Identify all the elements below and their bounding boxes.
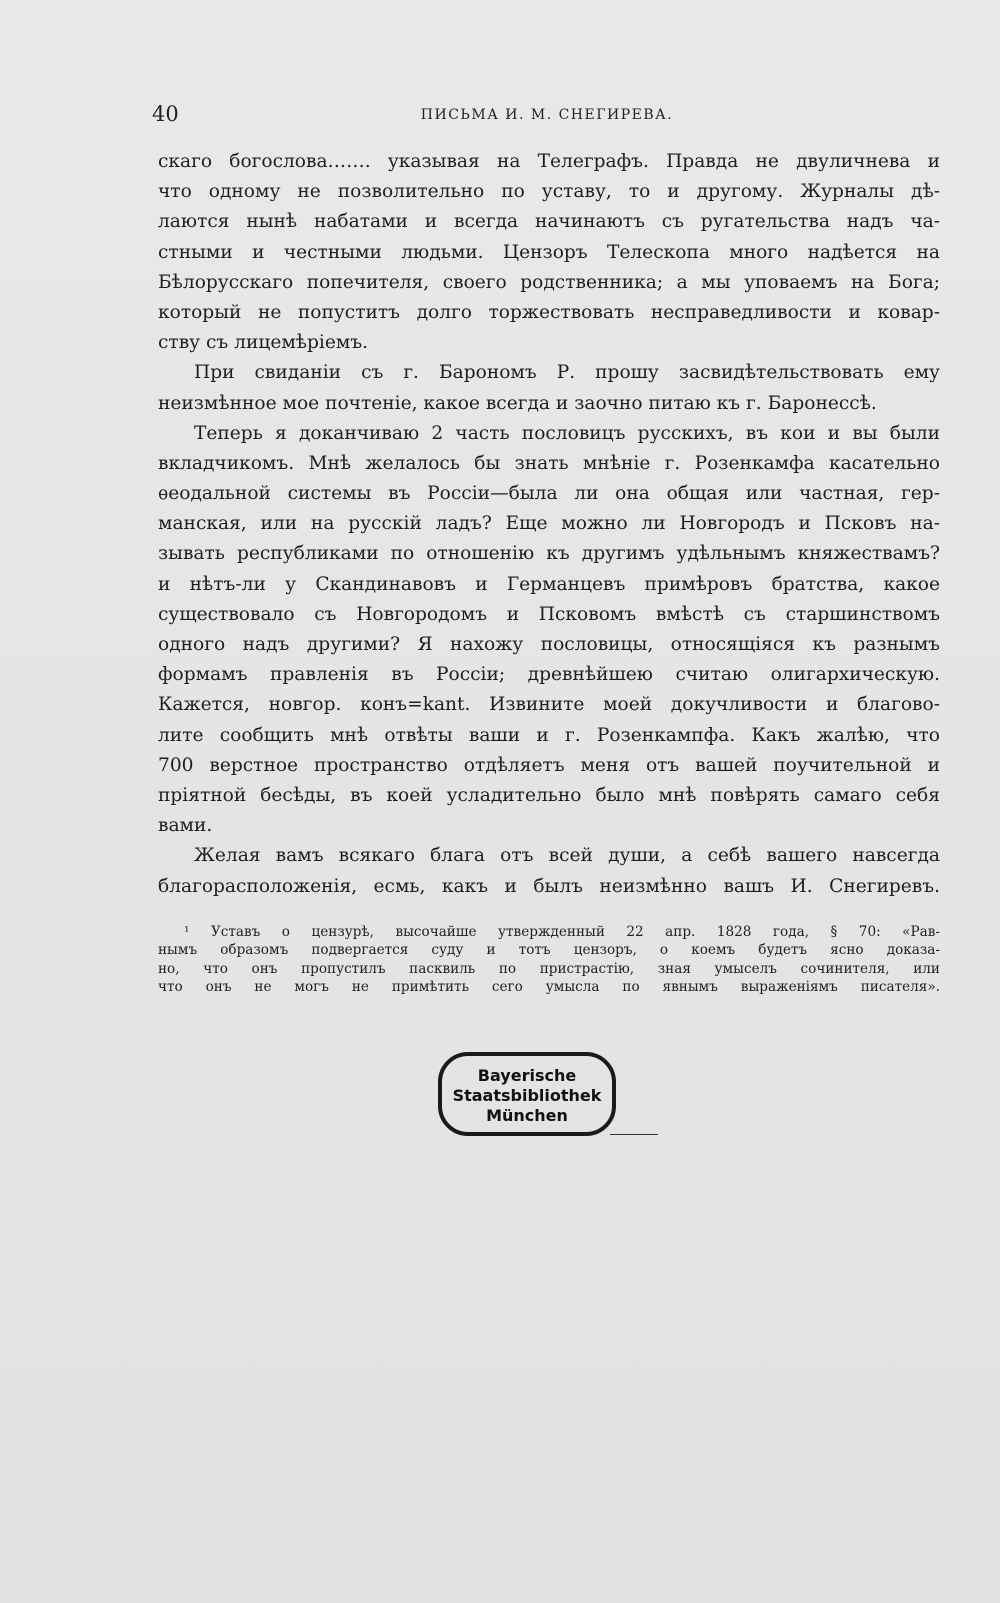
footnote-line: нымъ образомъ подвергается суду и тотъ цензоръ, о коемъ будетъ ясно доказа-: [158, 942, 940, 959]
text-line: вами.: [158, 815, 213, 837]
text-line: ѳеодальной системы въ Россіи—была ли она общая или частная, гер-: [158, 483, 940, 505]
text-line: Желая вамъ всякаго блага отъ всей души, а себѣ вашего навсегда: [194, 845, 940, 867]
text-line: лите сообщить мнѣ отвѣты ваши и г. Розенкампфа. Какъ жалѣю, что: [158, 724, 940, 746]
text-line: Бѣлорусскаго попечителя, своего родственника; а мы уповаемъ на Бога;: [158, 271, 940, 293]
page-header: [152, 102, 942, 132]
stamp-underline: [610, 1132, 658, 1135]
text-line: существовало съ Новгородомъ и Псковомъ вмѣстѣ съ старшинствомъ: [158, 603, 940, 625]
text-line: формамъ правленія въ Россіи; древнѣйшею считаю олигархическую.: [158, 664, 940, 686]
text-line: что одному не позволительно по уставу, то и другому. Журналы дѣ-: [158, 181, 940, 203]
text-line: который не попуститъ долго торжествовать несправедливости и ковар-: [158, 301, 940, 323]
text-line: ству съ лицемѣріемъ.: [158, 332, 369, 354]
text-line: и нѣтъ-ли у Скандинавовъ и Германцевъ примѣровъ братства, какое: [158, 573, 940, 595]
text-line: вкладчикомъ. Мнѣ желалось бы знать мнѣніе г. Розенкамфа касательно: [158, 452, 940, 474]
text-line: манская, или на русскій ладъ? Еще можно ли Новгородъ и Псковъ на-: [158, 513, 940, 535]
footnote: [158, 923, 940, 997]
text-line: Теперь я доканчиваю 2 часть пословицъ русскихъ, въ кои и вы были: [194, 422, 940, 444]
footnote-line: но, что онъ пропустилъ пасквиль по пристрастію, зная умыселъ сочинителя, или: [158, 960, 940, 977]
text-line: благорасположенія, есмь, какъ и былъ неизмѣнно вашъ И. Снегиревъ.: [158, 875, 940, 897]
text-line: стными и честными людьми. Цензоръ Телескопа много надѣется на: [158, 241, 940, 263]
letter-body: [158, 147, 940, 902]
page-number: 40: [152, 102, 179, 126]
stamp-line: Staatsbibliothek: [452, 1086, 602, 1105]
text-line: неизмѣнное мое почтеніе, какое всегда и заочно питаю къ г. Баронессѣ.: [158, 392, 877, 414]
text-line: При свиданіи съ г. Барономъ Р. прошу засвидѣтельствовать ему: [194, 362, 940, 384]
library-stamp: [438, 1052, 616, 1136]
text-line: лаются нынѣ набатами и всегда начинаютъ съ ругательства надъ ча-: [158, 211, 940, 233]
footnote-line: ¹ Уставъ о цензурѣ, высочайше утвержденный 22 апр. 1828 года, § 70: «Рав-: [184, 924, 940, 940]
stamp-line: München: [486, 1106, 568, 1125]
text-line: одного надъ другими? Я нахожу пословицы, относящіяся къ разнымъ: [158, 634, 940, 655]
text-line: зывать республиками по отношенію къ другимъ удѣльнымъ княжествамъ?: [158, 543, 940, 565]
stamp-line: Bayerische: [477, 1066, 577, 1085]
footnote-line: что онъ не могъ не примѣтить сего умысла по явнымъ выраженіямъ писателя».: [158, 979, 940, 996]
text-line: скаго богослова……. указывая на Телеграфъ. Правда не двуличнева и: [158, 151, 940, 172]
text-line: Кажется, новгор. конъ=kant. Извините моей докучливости и благово-: [158, 694, 940, 716]
running-title: ПИСЬМА И. М. СНЕГИРЕВА.: [420, 107, 674, 123]
text-line: пріятной бесѣды, въ коей усладительно было мнѣ повѣрять самаго себя: [158, 784, 940, 806]
text-line: 700 верстное пространство отдѣляетъ меня отъ вашей поучительной и: [158, 754, 940, 776]
